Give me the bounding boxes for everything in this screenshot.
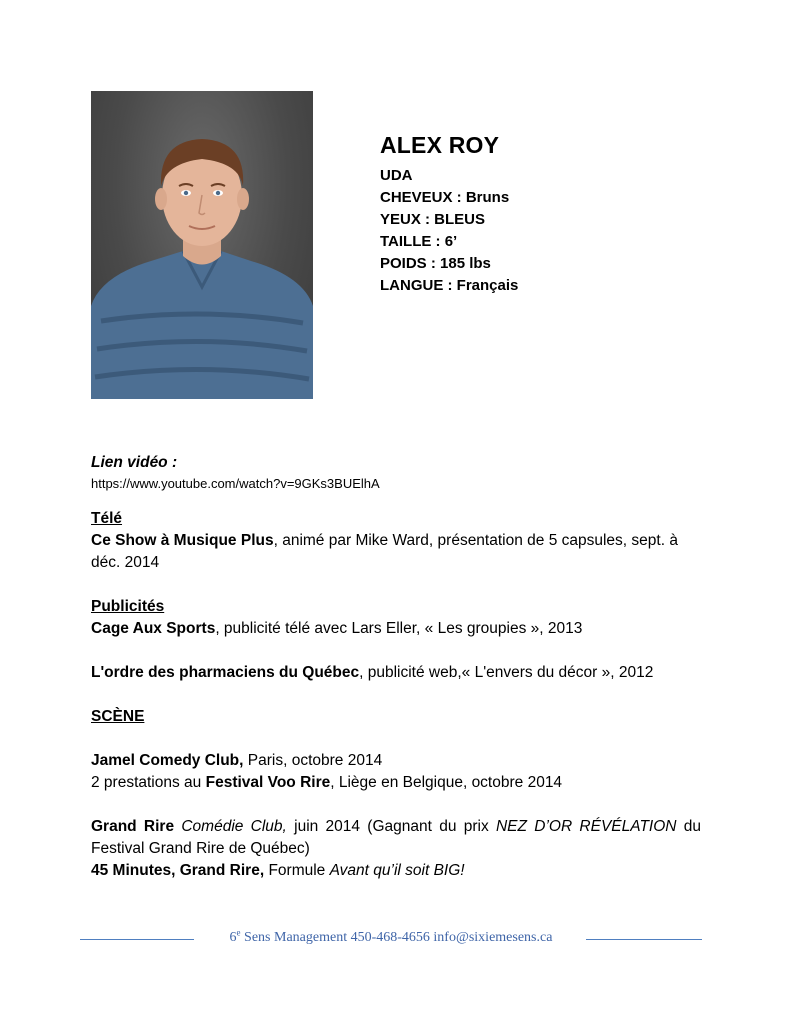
45-minutes-details: Formule: [264, 862, 330, 879]
scene-item-jamel: [91, 750, 701, 772]
eye-color: YEUX : BLEUS: [380, 211, 486, 228]
pub-item-2-details: , publicité web,« L'envers du décor », 2012: [359, 664, 654, 681]
tele-item: [91, 530, 701, 574]
pub-item-2: [91, 662, 701, 684]
weight: POIDS : 185 lbs: [380, 255, 491, 272]
hair-color: CHEVEUX : Bruns: [380, 189, 510, 206]
grand-rire-festival: du Festival Grand Rire de Québec): [91, 818, 701, 857]
scene-item-voo-rire: [91, 772, 701, 794]
jamel-details: Paris, octobre 2014: [243, 752, 383, 769]
scene-item-grand-rire: [91, 816, 701, 860]
pub-item-1-details: , publicité télé avec Lars Eller, « Les groupies », 2013: [215, 620, 583, 637]
grand-rire-details: juin 2014 (Gagnant du prix: [286, 818, 496, 835]
grand-rire-prize: NEZ D’OR RÉVÉLATION: [495, 818, 677, 835]
45-minutes-format: Avant qu’il soit BIG!: [329, 862, 465, 879]
jamel-title: Jamel Comedy Club,: [91, 752, 244, 769]
pub-item-1: [91, 618, 701, 640]
headshot-photo: [91, 91, 313, 399]
footer: [80, 928, 702, 950]
footer-rule-right: [586, 939, 702, 940]
video-link[interactable]: https://www.youtube.com/watch?v=9GKs3BUElhA: [91, 476, 380, 491]
grand-rire-title: Grand Rire: [91, 818, 175, 835]
language: LANGUE : Français: [380, 277, 519, 294]
voo-details: , Liège en Belgique, octobre 2014: [330, 774, 563, 791]
45-minutes-title: 45 Minutes, Grand Rire,: [91, 862, 265, 879]
scene-item-45-minutes: [91, 860, 701, 882]
grand-rire-venue: Comédie Club,: [181, 818, 287, 835]
height: TAILLE : 6’: [380, 233, 458, 250]
tele-item-title: Ce Show à Musique Plus: [91, 532, 274, 549]
headshot-illustration: [91, 91, 313, 399]
pub-item-2-title: L'ordre des pharmaciens du Québec: [91, 664, 360, 681]
profile-info: [380, 132, 518, 297]
actor-name: ALEX ROY: [380, 132, 500, 158]
tele-heading: Télé: [91, 510, 123, 527]
voo-prefix: 2 prestations au: [91, 774, 206, 791]
pub-item-1-title: Cage Aux Sports: [91, 620, 216, 637]
pubs-heading: Publicités: [91, 598, 165, 615]
scene-heading: SCÈNE: [91, 708, 145, 725]
voo-title: Festival Voo Rire: [205, 774, 331, 791]
tele-item-details: , animé par Mike Ward, présentation de 5 capsules, sept. à déc. 2014: [91, 532, 678, 571]
footer-contact: 6e Sens Management 450-468-4656 info@sixiemesens.ca: [229, 927, 553, 945]
union: UDA: [380, 167, 413, 184]
video-label: Lien vidéo :: [91, 454, 178, 471]
resume-content: [91, 452, 701, 882]
